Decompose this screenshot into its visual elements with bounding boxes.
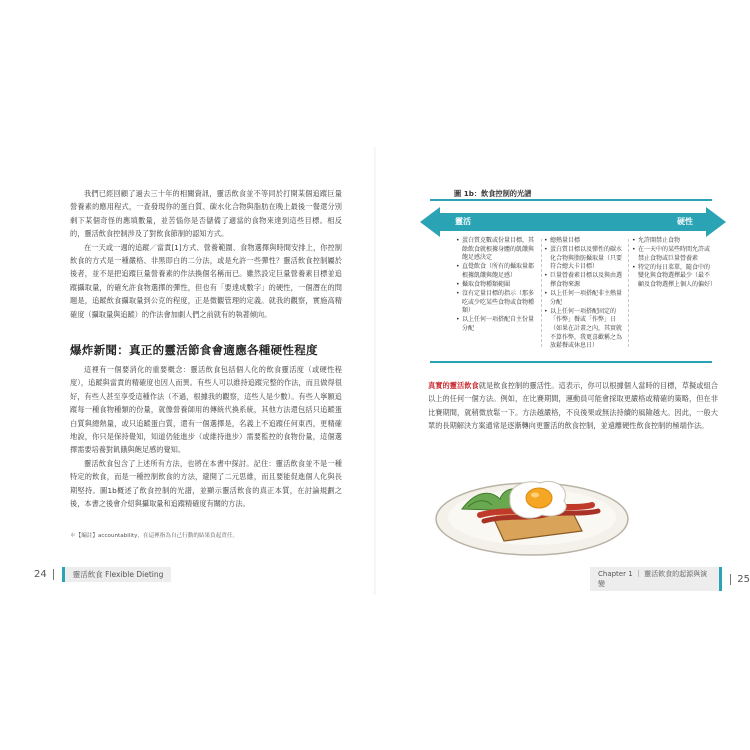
list-item: • 攝取食物種類範圍 <box>456 281 538 290</box>
list-item: • 蛋白質克數或份量目標，其餘飲食就根據身體的飢餓與飽足感決定 <box>456 237 538 263</box>
list-item: • 以上任何一項搭配自主份量分配 <box>456 316 538 333</box>
right-page <box>376 147 750 595</box>
spectrum-column-flexible <box>456 237 538 334</box>
list-item: • 蛋白質目標以及彈性的碳水化合物與脂肪攝取量（只要符合總大卡目標） <box>544 246 624 272</box>
list-item: • 允許開禁止食物 <box>632 237 714 246</box>
list-item: • 特定的每日菜單，隨食中的變化與食物選擇最少（最不顧及食物選擇上個人的偏好） <box>632 264 714 290</box>
flexible-label: 靈活 <box>455 217 471 226</box>
right-footer <box>590 567 750 591</box>
list-item: • 以上任何一項搭配固定的「作弊」餐或「作弊」日（如果在計畫之內，其實就不算作弊，我更喜歡稱之為放鬆餐或休息日） <box>544 308 624 351</box>
running-title: 靈活飲食 Flexible Dieting <box>62 567 172 582</box>
left-footer <box>34 567 171 582</box>
column-divider <box>628 239 629 347</box>
column-divider <box>541 239 542 347</box>
list-item: • 直覺飲食（所有的攝取量都根據飢餓與飽足感） <box>456 263 538 280</box>
right-body-text <box>428 379 718 433</box>
paragraph: 在一天或一週的追蹤／當責[1]方式、營養範圍、食物選擇與時間安排上，你控制飲食的方式是一種嚴格、非黑即白的二分法，或是允許一些彈性？靈活飲食控制屬於後者，並不是把追蹤巨量營養素的作法換個名稱而已。雖然設定巨量營養素目標並追蹤攝取量，的確允許食物選擇的彈性，但也有「要達成數字」的硬性，一個潛在的問題是，追蹤飲食攝取量到公克的程度，正是微觀管理的定義。就我的觀察，實施高精確度（攝取量與追蹤）的作法會加劇人們之前就有的執著傾向。 <box>70 242 342 319</box>
list-item: • 以上任何一項搭配非主熱量分配 <box>544 290 624 307</box>
left-intro-text <box>70 187 342 321</box>
list-item: • 在一天中的某些時間允許或禁止食物或巨量營養素 <box>632 246 714 263</box>
paragraph: 靈活飲食包含了上述所有方法，也將在本書中探討。記住：靈活飲食並不是一種特定的飲食，而是一種控制飲食的方法，避開了二元思維，而且要能促進個人化與長期堅持。圖1b概述了飲食控制的光譜，並顯示靈活飲食的真正本質，在討論規劃之後，本書之後會介紹與攝取量和追蹤精確度有關的方法。 <box>70 458 342 509</box>
section-heading: 爆炸新聞：真正的靈活節食會適應各種硬性程度 <box>70 343 318 357</box>
rigid-label: 硬性 <box>677 217 693 226</box>
paragraph: 就是飲食控制的靈活性。這表示，你可以根據個人當時的目標，草擬或組合以上的任何一個方法。例如，在比賽期間，運動員可能會採取更嚴格或精確的策略，但在非比賽期間，就稍微放鬆一下。方法越嚴格，不良後果或無法持續的風險越大。因此，一般大眾的長期解決方案通常是逐漸轉向更靈活的飲食控制，並遠離硬性飲食控制的極端作法。 <box>428 381 718 431</box>
page-number: 25 <box>730 574 750 585</box>
egg-toast-illustration <box>432 449 632 559</box>
list-item: • 巨量營養素目標以及與由選擇食物來源 <box>544 272 624 289</box>
paragraph: 這裡有一個要消化的重要概念：靈活飲食包括個人化的飲食靈活度（或硬性程度），追蹤與當責的精確度也因人而異。有些人可以維持追蹤完整的作法，而且做得很好，有些人甚至享受這種作法（不過，根據我的觀察，這些人是少數）。有些人寧願追蹤每一種食物種類的份量，就像營養師用的傳統代換系統，其他方法還包括只追蹤蛋白質與總熱量，或只追蹤蛋白質，還有一個選擇是，名義上不追蹤任何東西，更精確地說，你只是保持覺知，知道仍能進步（或維持進步）需要監控的食物份量，這個選擇需要培養對飢餓與飽足感的覺知。 <box>70 365 342 455</box>
spectrum-column-rigid <box>632 237 717 290</box>
page-number: 24 <box>34 569 54 580</box>
footnote: ＊【編註】accountability，在這裡指為自己行動的結果負起責任。 <box>70 533 239 539</box>
spectrum-column-middle <box>544 237 624 351</box>
running-title: Chapter 1 ｜ 靈活飲食的起源與演變 <box>590 567 722 591</box>
list-item: • 總熱量目標 <box>544 237 624 246</box>
left-section-text <box>70 363 342 510</box>
paragraph: 我們已經回顧了過去三十年的相關資訊，靈活飲食並不等同於打開某個追蹤巨量營養素的應用程式，一查發現你的蛋白質、碳水化合物與脂肪在晚上最後一餐還分別剩下某個奇怪的應填數量，並苦惱你是否儲備了適當的食物來達到這些目標。相反的，靈活飲食控制涉及了對飲食節制的認知方式。 <box>70 189 342 239</box>
highlight-phrase: 真實的靈活飲食 <box>428 381 479 390</box>
list-item: • 沒有定量目標的指示（那多吃或少吃某些食物或食物種類） <box>456 290 538 316</box>
figure-title: 圖 1b：飲食控制的光譜 <box>454 189 532 198</box>
left-page <box>0 147 374 595</box>
